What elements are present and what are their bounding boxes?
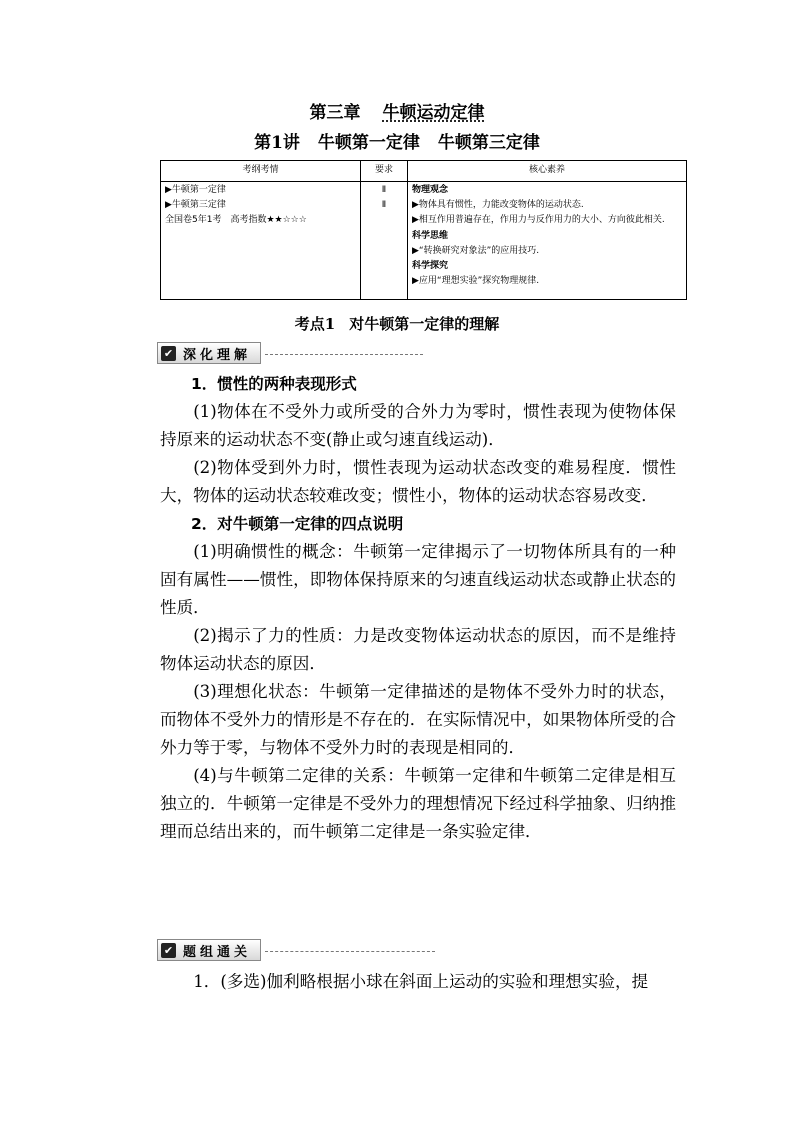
section-divider [265,951,435,952]
section-divider [265,354,423,355]
section-label-box [157,342,261,364]
core-literacy-cell [408,182,687,300]
section-body-deepen [160,370,676,846]
lecture-title-a: 牛顿第一定律 [317,133,420,153]
check-icon: ✔ [161,943,176,958]
list-item: ▶“转换研究对象法”的应用技巧. [412,245,540,256]
requirement-level: Ⅱ [381,185,387,195]
header-requirement: 要求 [361,161,408,182]
header-exam-outline: 考纲考情 [161,161,361,182]
lecture-title-b: 牛顿第三定律 [437,133,540,153]
paragraph: (2)揭示了力的性质：力是改变物体运动状态的原因，而不是维持物体运动状态的原因． [160,626,676,673]
section-label-box [157,939,261,961]
lecture-title [0,128,794,153]
point-number: 考点1 [294,315,336,333]
literacy-heading: 科学探究 [412,261,449,272]
list-item: ▶牛顿第一定律 [165,185,226,195]
list-item: ▶相互作用普遍存在，作用力与反作用力的大小、方向彼此相关. [412,215,665,226]
paragraph: (3)理想化状态：牛顿第一定律描述的是物体不受外力时的状态，而物体不受外力的情形是不存在的．在实际情况中，如果物体所受的合外力等于零，与物体不受外力时的表现是相同的． [160,682,676,757]
question: 1．(多选)伽利略根据小球在斜面上运动的实验和理想实验，提 [193,972,649,991]
section-header-practice [157,939,435,961]
section-label: 题组通关 [183,944,252,960]
literacy-heading: 物理观念 [412,185,449,195]
list-item: ▶应用“理想实验”探究物理规律. [412,276,540,287]
literacy-heading: 科学思维 [412,230,449,241]
table-header-row [161,161,687,182]
subheading: 2．对牛顿第一定律的四点说明 [191,515,404,533]
requirement-level: Ⅱ [381,200,387,211]
paragraph: (4)与牛顿第二定律的关系：牛顿第一定律和牛顿第二定律是相互独立的．牛顿第一定律是不受外力的理想情况下经过科学抽象、归纳推理而总结出来的，而牛顿第二定律是一条实验定律． [160,766,676,841]
section-header-deepen [157,342,423,364]
section-label: 深化理解 [183,347,252,363]
paragraph: (1)明确惯性的概念：牛顿第一定律揭示了一切物体所具有的一种固有属性——惯性，即物体保持原来的匀速直线运动状态或静止状态的性质． [160,542,676,617]
chapter-number: 第三章 [309,103,361,123]
exam-outline-cell [161,182,361,300]
section-body-practice [160,968,676,996]
lecture-number: 第1讲 [254,133,300,153]
chapter-title [0,98,794,123]
chapter-name: 牛顿运动定律 [382,103,485,123]
point-name: 对牛顿第一定律的理解 [349,315,500,333]
check-icon: ✔ [161,346,176,361]
subheading: 1．惯性的两种表现形式 [191,375,357,393]
paragraph: (1)物体在不受外力或所受的合外力为零时，惯性表现为使物体保持原来的运动状态不变(静止或匀速直线运动)． [160,402,676,449]
point-title [0,313,794,334]
header-core-literacy: 核心素养 [408,161,687,182]
exam-frequency: 全国卷5年1考 高考指数★★☆☆☆ [165,215,307,226]
table-body-row [161,182,687,300]
paragraph: (2)物体受到外力时，惯性表现为运动状态改变的难易程度．惯性大，物体的运动状态较难改变；惯性小，物体的运动状态容易改变． [160,458,676,505]
list-item: ▶牛顿第三定律 [165,200,226,211]
requirement-cell [361,182,408,300]
requirements-table [160,160,687,300]
list-item: ▶物体具有惯性，力能改变物体的运动状态. [412,200,584,211]
